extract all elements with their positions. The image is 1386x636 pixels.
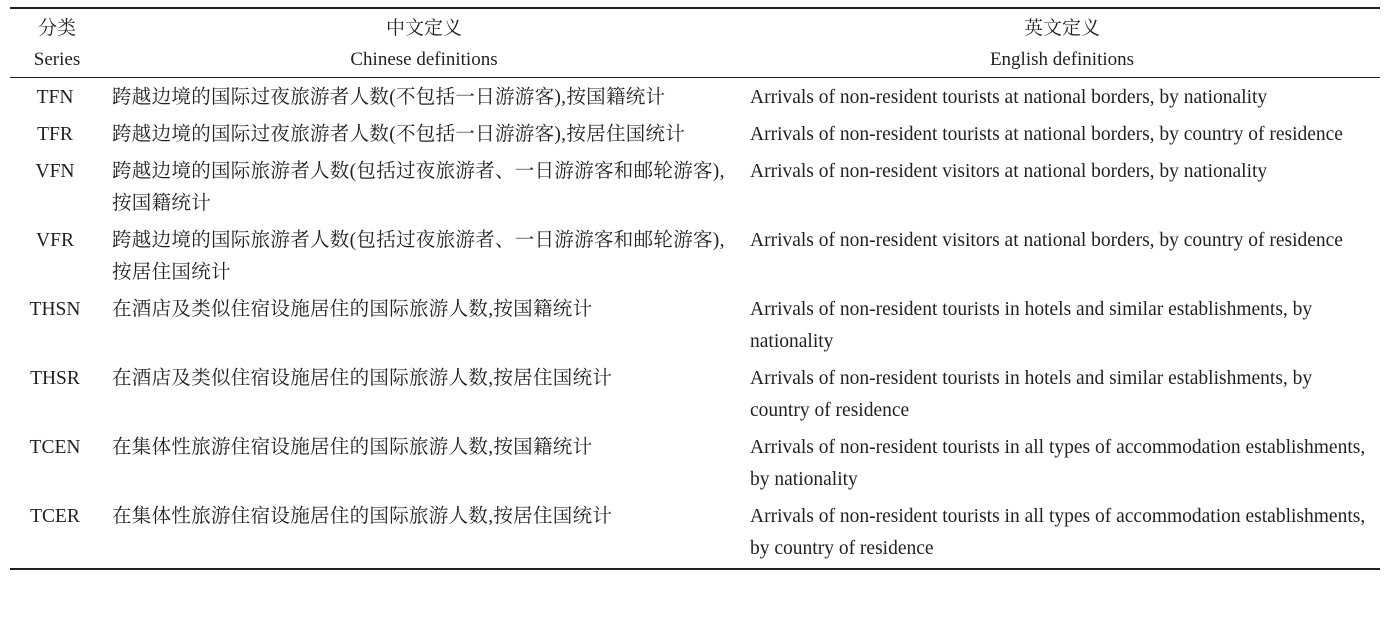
- header-english-definitions: [744, 8, 1380, 78]
- header-chinese-definitions: [104, 8, 744, 78]
- header-english-zh: 英文定义: [1023, 18, 1100, 39]
- series-code-cell: TCEN: [29, 437, 81, 458]
- table-header: [10, 8, 1380, 78]
- table-row: [10, 361, 1380, 430]
- series-code-cell: THSR: [30, 368, 80, 389]
- chinese-definition-cell: 跨越边境的国际过夜旅游者人数(不包括一日游游客),按居住国统计: [112, 124, 686, 145]
- english-definition-cell: Arrivals of non-resident tourists in all types of accommodation establishments, by country of residence: [750, 506, 1366, 559]
- table-row: [10, 154, 1380, 223]
- series-code-cell: VFN: [35, 161, 75, 182]
- table-body: [10, 78, 1380, 570]
- chinese-definition-cell: 在集体性旅游住宿设施居住的国际旅游人数,按居住国统计: [112, 506, 613, 527]
- english-definition-cell: Arrivals of non-resident tourists at national borders, by nationality: [750, 87, 1268, 108]
- chinese-definition-cell: 跨越边境的国际旅游者人数(包括过夜旅游者、一日游游客和邮轮游客),按居住国统计: [112, 230, 725, 283]
- english-definition-cell: Arrivals of non-resident visitors at national borders, by nationality: [750, 161, 1268, 182]
- header-english-en: English definitions: [989, 49, 1135, 70]
- header-series: [10, 8, 104, 78]
- header-chinese-en: Chinese definitions: [350, 49, 498, 70]
- header-chinese-zh: 中文定义: [385, 18, 462, 39]
- series-code-cell: TFR: [37, 124, 73, 145]
- english-definition-cell: Arrivals of non-resident visitors at national borders, by country of residence: [750, 230, 1343, 251]
- chinese-definition-cell: 跨越边境的国际过夜旅游者人数(不包括一日游游客),按国籍统计: [112, 87, 666, 108]
- table-row: [10, 117, 1380, 154]
- series-definitions-table: [10, 7, 1380, 570]
- english-definition-cell: Arrivals of non-resident tourists in all types of accommodation establishments, by nationality: [750, 437, 1366, 490]
- english-definition-cell: Arrivals of non-resident tourists in hotels and similar establishments, by nationality: [750, 299, 1313, 352]
- series-code-cell: TCER: [30, 506, 80, 527]
- english-definition-cell: Arrivals of non-resident tourists at national borders, by country of residence: [750, 124, 1343, 145]
- table-row: [10, 78, 1380, 118]
- series-code-cell: THSN: [29, 299, 81, 320]
- series-code-cell: TFN: [36, 87, 74, 108]
- table-row: [10, 292, 1380, 361]
- header-row: [10, 8, 1380, 78]
- series-code-cell: VFR: [36, 230, 74, 251]
- table-row: [10, 430, 1380, 499]
- english-definition-cell: Arrivals of non-resident tourists in hotels and similar establishments, by country of residence: [750, 368, 1313, 421]
- chinese-definition-cell: 在酒店及类似住宿设施居住的国际旅游人数,按居住国统计: [112, 368, 613, 389]
- table-row: [10, 499, 1380, 569]
- chinese-definition-cell: 在酒店及类似住宿设施居住的国际旅游人数,按国籍统计: [112, 299, 593, 320]
- chinese-definition-cell: 跨越边境的国际旅游者人数(包括过夜旅游者、一日游游客和邮轮游客),按国籍统计: [112, 161, 725, 214]
- header-series-en: Series: [33, 49, 81, 70]
- table-row: [10, 223, 1380, 292]
- chinese-definition-cell: 在集体性旅游住宿设施居住的国际旅游人数,按国籍统计: [112, 437, 593, 458]
- header-series-zh: 分类: [37, 18, 76, 39]
